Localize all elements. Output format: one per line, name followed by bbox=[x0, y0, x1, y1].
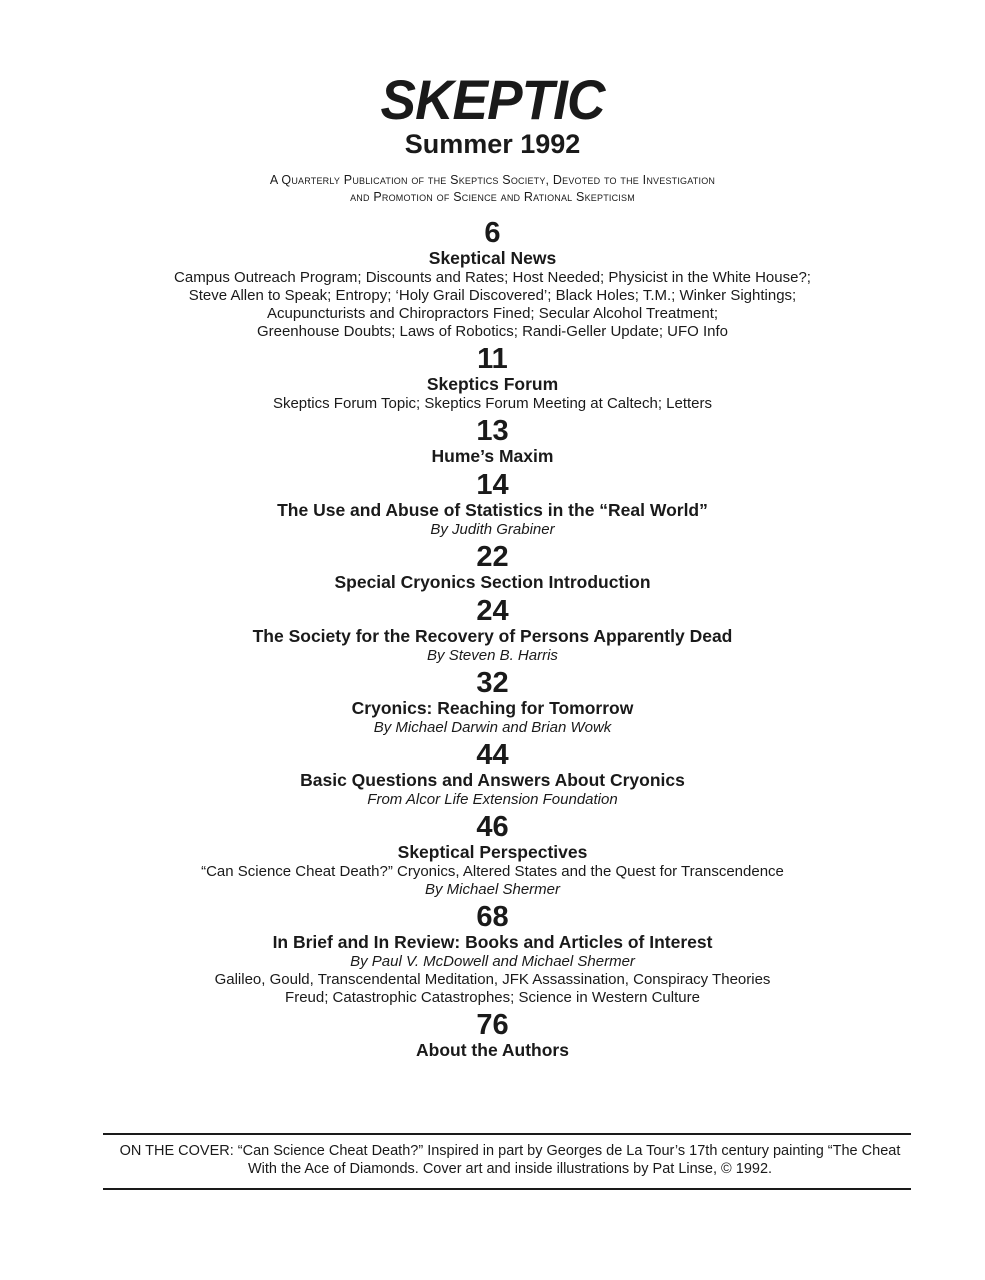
article-title: The Use and Abuse of Statistics in the “Real World” bbox=[277, 500, 708, 520]
article-title: Special Cryonics Section Introduction bbox=[334, 572, 651, 592]
cover-note: ON THE COVER: “Can Science Cheat Death?” Inspired in part by Georges de La Tour’s 17th century painting “The Cheat With the Ace of Diamonds. Cover art and inside illustrations by Pat Linse, © 1992. bbox=[119, 1143, 901, 1177]
toc-entry bbox=[0, 416, 985, 467]
page-number: 44 bbox=[476, 739, 509, 771]
article-description: Skeptics Forum Topic; Skeptics Forum Meeting at Caltech; Letters bbox=[272, 395, 713, 412]
toc-entry bbox=[0, 542, 985, 593]
toc-entry bbox=[0, 668, 985, 737]
article-byline: By Paul V. McDowell and Michael Shermer bbox=[350, 953, 635, 970]
article-description: Freud; Catastrophic Catastrophes; Science in Western Culture bbox=[285, 989, 700, 1006]
page-number: 46 bbox=[476, 811, 509, 843]
page-number: 24 bbox=[476, 595, 509, 627]
article-description: Acupuncturists and Chiropractors Fined; Secular Alcohol Treatment; bbox=[266, 305, 719, 322]
article-description: Campus Outreach Program; Discounts and Rates; Host Needed; Physicist in the White House?; bbox=[174, 269, 811, 286]
article-title: About the Authors bbox=[416, 1040, 569, 1060]
article-byline: By Judith Grabiner bbox=[430, 521, 555, 538]
table-of-contents bbox=[0, 218, 985, 1061]
article-title: Skeptics Forum bbox=[426, 374, 559, 394]
toc-entry bbox=[0, 470, 985, 539]
page-number: 22 bbox=[476, 541, 509, 573]
article-description: Steve Allen to Speak; Entropy; ‘Holy Grail Discovered’; Black Holes; T.M.; Winker Sightings; bbox=[188, 287, 797, 304]
page-number: 32 bbox=[476, 667, 509, 699]
toc-entry bbox=[0, 218, 985, 341]
toc-entry bbox=[0, 344, 985, 413]
tagline-line: and Promotion of Science and Rational Skepticism bbox=[350, 190, 635, 204]
toc-entry bbox=[0, 740, 985, 809]
article-description: “Can Science Cheat Death?” Cryonics, Altered States and the Quest for Transcendence bbox=[201, 863, 784, 880]
article-byline: By Michael Darwin and Brian Wowk bbox=[373, 719, 612, 736]
article-description: Galileo, Gould, Transcendental Meditation, JFK Assassination, Conspiracy Theories bbox=[214, 971, 771, 988]
toc-entry bbox=[0, 902, 985, 1007]
issue-date: Summer 1992 bbox=[404, 129, 581, 159]
article-description: Greenhouse Doubts; Laws of Robotics; Randi-Geller Update; UFO Info bbox=[256, 323, 729, 340]
tagline-line: A Quarterly Publication of the Skeptics Society, Devoted to the Investigation bbox=[269, 173, 716, 187]
article-title: Hume’s Maxim bbox=[431, 446, 554, 466]
article-title: The Society for the Recovery of Persons Apparently Dead bbox=[252, 626, 733, 646]
article-title: In Brief and In Review: Books and Articles of Interest bbox=[272, 932, 713, 952]
divider bbox=[103, 1133, 911, 1135]
article-title: Skeptical News bbox=[428, 248, 557, 268]
page-number: 13 bbox=[476, 415, 509, 447]
tagline bbox=[0, 172, 985, 206]
magazine-title: SKEPTIC bbox=[380, 68, 605, 131]
page-number: 6 bbox=[484, 217, 501, 249]
page-number: 14 bbox=[476, 469, 509, 501]
toc-entry bbox=[0, 596, 985, 665]
toc-entry bbox=[0, 812, 985, 899]
toc-entry bbox=[0, 1010, 985, 1061]
article-byline: By Steven B. Harris bbox=[427, 647, 558, 664]
divider bbox=[103, 1188, 911, 1190]
page-number: 11 bbox=[477, 343, 508, 375]
page-number: 76 bbox=[476, 1009, 509, 1041]
article-title: Skeptical Perspectives bbox=[397, 842, 588, 862]
page-number: 68 bbox=[476, 901, 509, 933]
article-byline: From Alcor Life Extension Foundation bbox=[367, 791, 618, 808]
article-title: Cryonics: Reaching for Tomorrow bbox=[351, 698, 634, 718]
article-title: Basic Questions and Answers About Cryonics bbox=[300, 770, 685, 790]
article-byline: By Michael Shermer bbox=[424, 881, 561, 898]
